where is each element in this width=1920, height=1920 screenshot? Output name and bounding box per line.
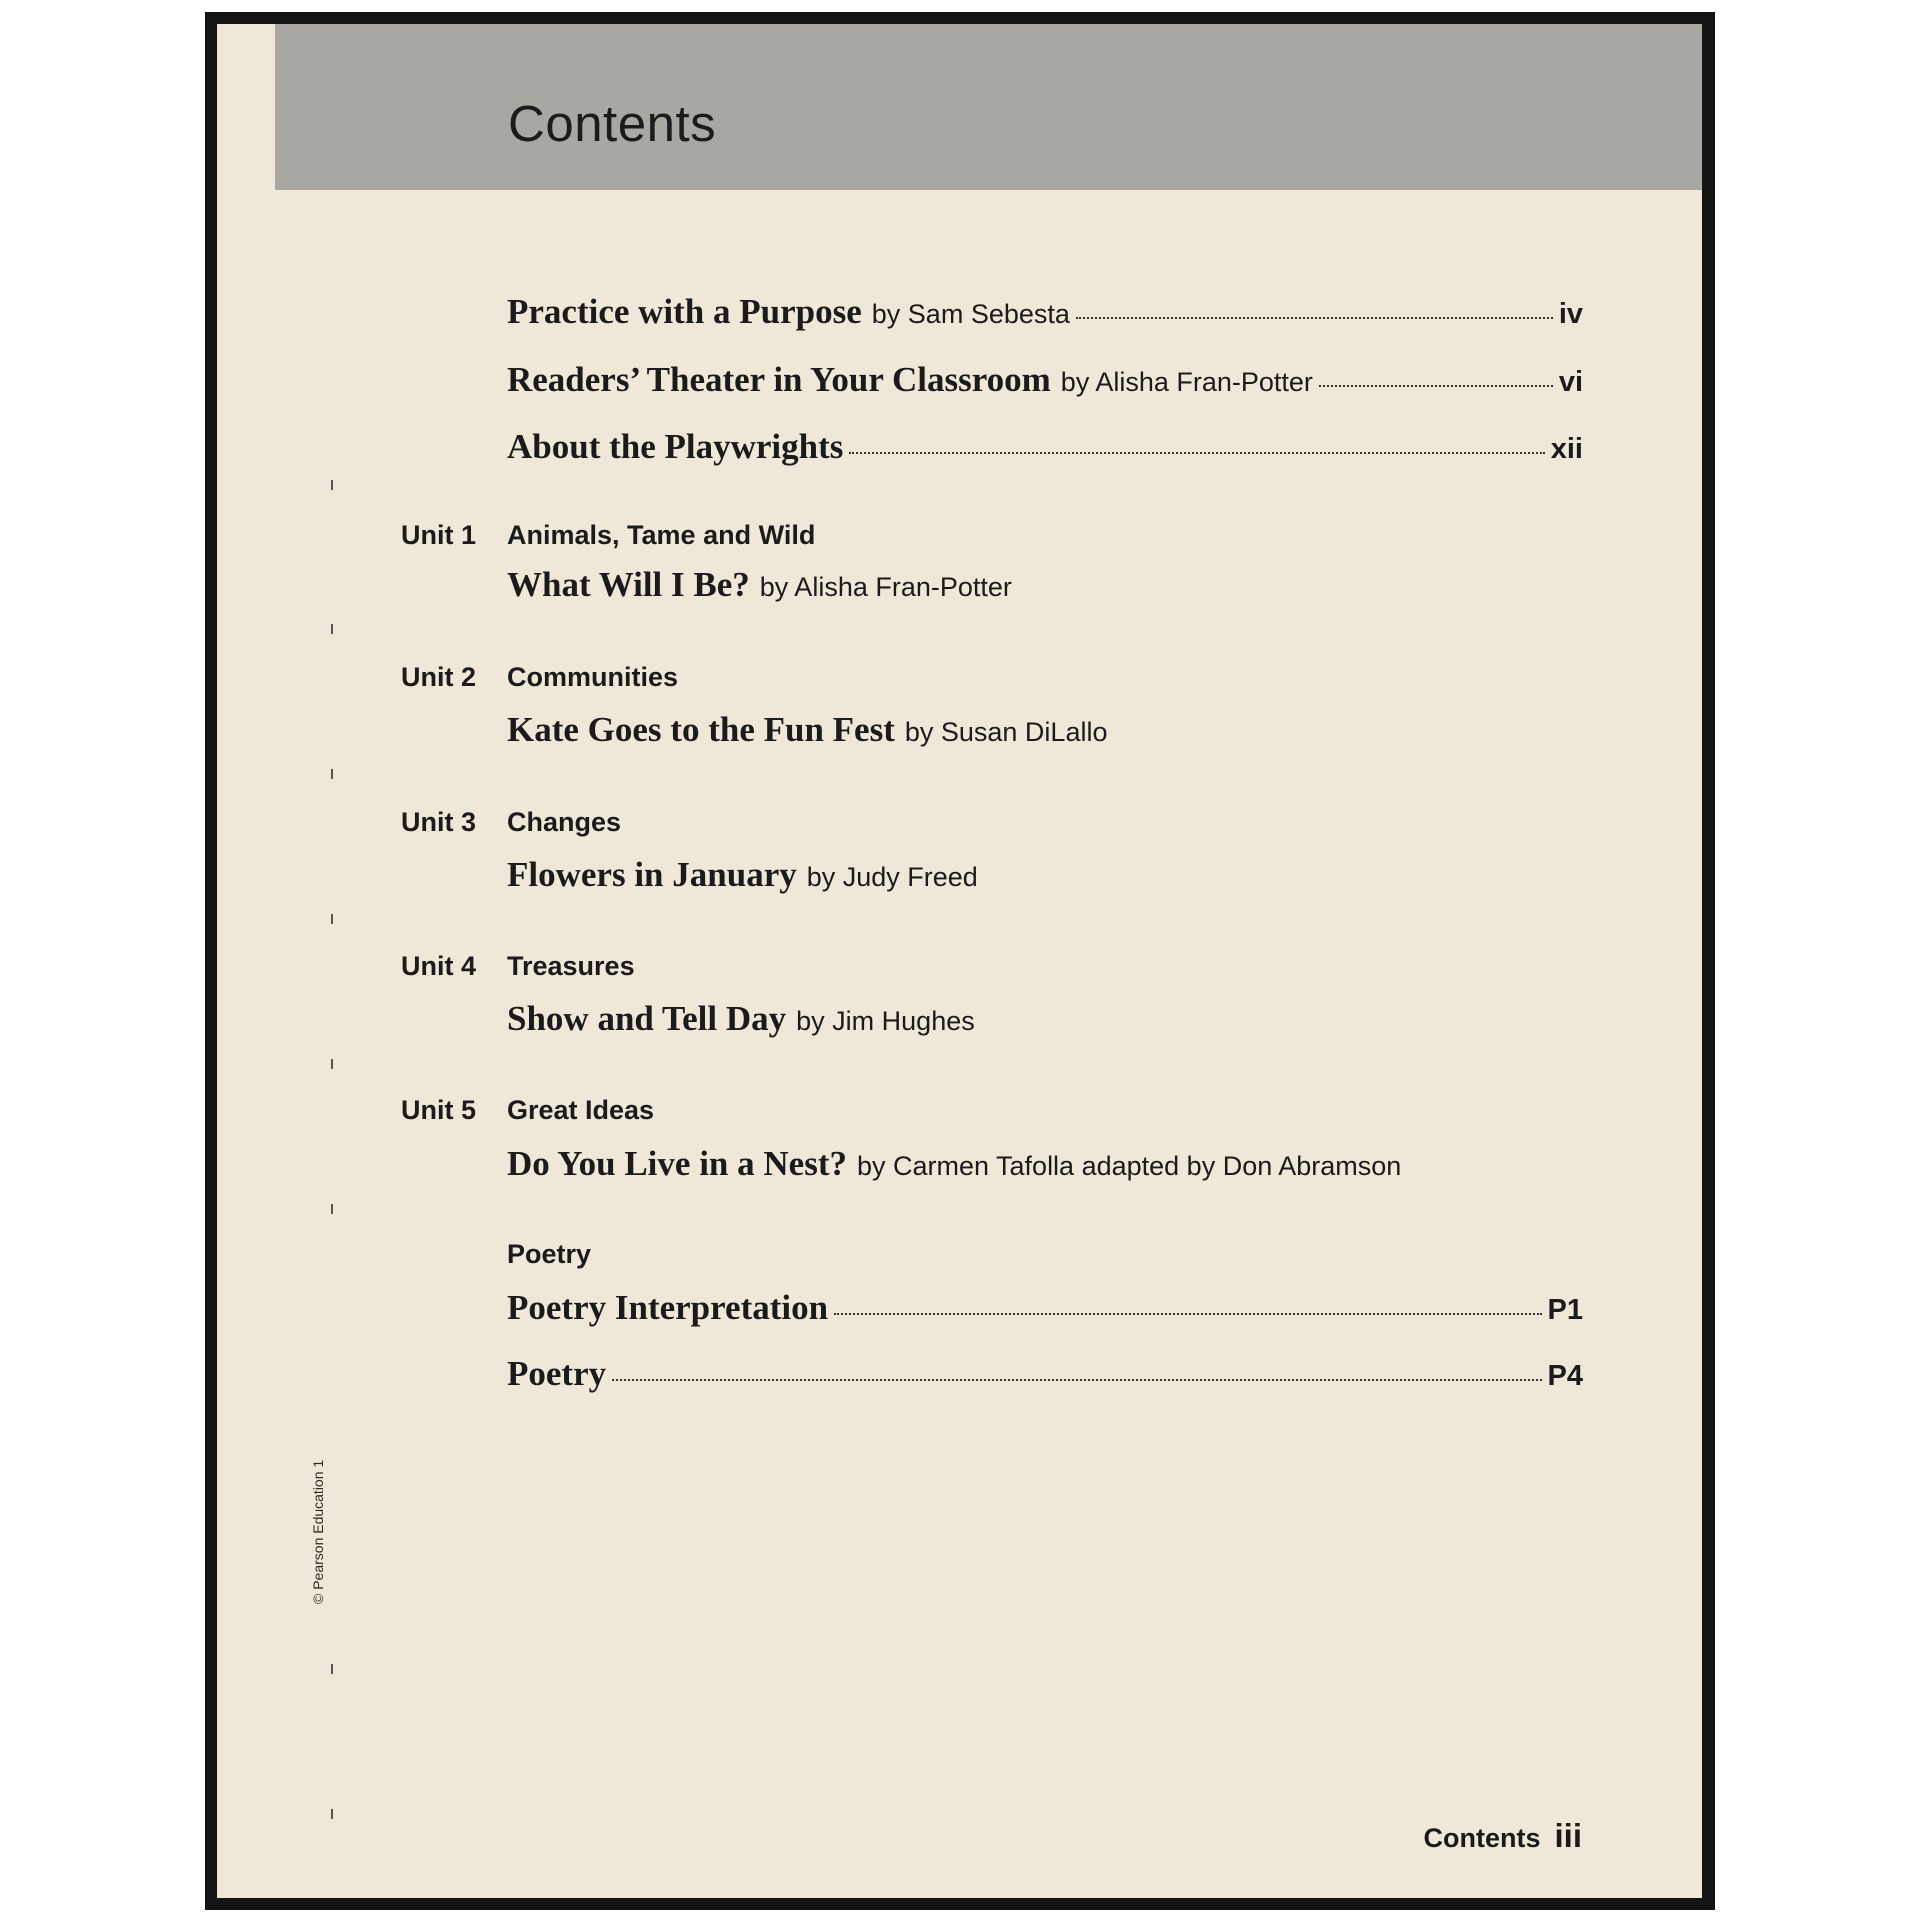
margin-mark	[331, 1059, 333, 1069]
entry-page-number: xii	[1550, 433, 1583, 465]
footer-page-number: iii	[1554, 1817, 1582, 1854]
toc-entry-unit-3-play[interactable]	[507, 855, 1583, 907]
entry-page-number: P4	[1547, 1360, 1583, 1392]
entry-byline: by Susan DiLallo	[904, 717, 1108, 747]
entry-title: Show and Tell Day	[507, 999, 787, 1038]
unit-heading-1	[401, 520, 815, 556]
entry-page-number: iv	[1558, 298, 1583, 330]
dot-leader	[849, 452, 1544, 454]
margin-mark	[331, 624, 333, 634]
entry-byline: by Judy Freed	[806, 862, 978, 892]
unit-name: Animals, Tame and Wild	[507, 520, 816, 550]
toc-entry-poetry[interactable]	[507, 1354, 1583, 1406]
toc-entry-unit-2-play[interactable]	[507, 710, 1583, 762]
margin-mark	[331, 1664, 333, 1674]
margin-mark	[331, 914, 333, 924]
poetry-heading: Poetry	[507, 1239, 592, 1269]
unit-name: Treasures	[507, 951, 635, 981]
margin-mark	[331, 769, 333, 779]
toc-entry-unit-4-play[interactable]	[507, 999, 1583, 1051]
entry-title: Practice with a Purpose	[507, 292, 862, 331]
dot-leader	[1319, 385, 1553, 387]
unit-name: Great Ideas	[507, 1095, 655, 1125]
margin-mark	[331, 1204, 333, 1214]
entry-title: Poetry	[507, 1354, 607, 1393]
unit-heading-3	[401, 807, 621, 843]
entry-title: Do You Live in a Nest?	[507, 1144, 847, 1183]
unit-heading-2	[401, 662, 678, 698]
footer-label: Contents	[1423, 1823, 1541, 1853]
margin-mark	[331, 1809, 333, 1819]
entry-page-number: vi	[1558, 366, 1583, 398]
entry-title: Poetry Interpretation	[507, 1288, 829, 1327]
toc-entry-readers-theater[interactable]	[507, 360, 1583, 412]
header-band	[275, 24, 1702, 190]
unit-name: Communities	[507, 662, 679, 692]
toc-entry-poetry-interpretation[interactable]	[507, 1288, 1583, 1340]
dot-leader	[834, 1313, 1541, 1315]
copyright-notice: © Pearson Education 1	[310, 1459, 326, 1604]
unit-label: Unit 4	[401, 951, 477, 981]
page-title: Contents	[508, 95, 717, 152]
entry-byline: by Jim Hughes	[796, 1006, 975, 1036]
unit-heading-4	[401, 951, 635, 987]
entry-page-number: P1	[1547, 1294, 1583, 1326]
entry-title: What Will I Be?	[507, 565, 750, 604]
unit-heading-5	[401, 1095, 654, 1131]
dot-leader	[612, 1379, 1541, 1381]
unit-label: Unit 2	[401, 662, 477, 692]
toc-entry-playwrights[interactable]	[507, 427, 1583, 479]
toc-entry-unit-1-play[interactable]	[507, 565, 1583, 617]
unit-name: Changes	[507, 807, 622, 837]
unit-label: Unit 5	[401, 1095, 477, 1125]
entry-byline: by Alisha Fran-Potter	[1060, 367, 1313, 397]
toc-entry-practice[interactable]	[507, 292, 1583, 344]
entry-title: Readers’ Theater in Your Classroom	[507, 360, 1051, 399]
entry-title: About the Playwrights	[507, 427, 844, 466]
entry-byline: by Sam Sebesta	[871, 299, 1070, 329]
dot-leader	[1076, 317, 1553, 319]
entry-byline: by Carmen Tafolla adapted by Don Abramson	[856, 1151, 1402, 1181]
toc-entry-unit-5-play[interactable]	[507, 1144, 1583, 1196]
entry-byline: by Alisha Fran-Potter	[759, 572, 1012, 602]
page-footer	[1423, 1817, 1582, 1855]
entry-title: Flowers in January	[507, 855, 797, 894]
document-page	[217, 24, 1702, 1898]
margin-mark	[331, 480, 333, 490]
unit-label: Unit 1	[401, 520, 477, 550]
entry-title: Kate Goes to the Fun Fest	[507, 710, 895, 749]
unit-label: Unit 3	[401, 807, 477, 837]
